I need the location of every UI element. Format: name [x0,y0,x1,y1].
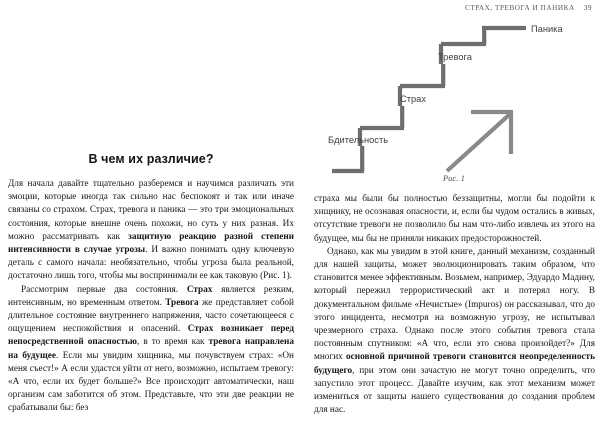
running-head [292,4,592,12]
text-run: Для начала давайте тщательно разберемся и научимся различать эти эмоции, которые иногда так сильно нас беспокоят и так или иначе связаны со страхом. Страх, тревога и паника — это три эмоциональных состояния, которые внешне очень похожи, но суть у них разная. Их можно рассматривать как [8,179,294,242]
figure-caption: Рис. 1 [442,174,466,183]
left-column [8,152,294,416]
figure-label-anxiety: Тревога [438,52,472,62]
text-run: является резким, интенсивным, но временным ответом. [8,284,294,308]
figure-label-fear: Страх [400,94,426,104]
text-run-bold: защитную реакцию разной степени интенсивности в случае угрозы [8,231,294,256]
page-number: 39 [583,4,592,12]
arrow-shaft [447,114,510,171]
text-run: , в то время как [136,337,209,348]
text-run: Однако, как мы увидим в этой книге, данный механизм, созданный для нашей защиты, может эволюционировать таким образом, что становится менее эффективным. Возьмем, например, Эдуардо Мадину, который пережил террористический акт и потерял ногу. В документальном фильме «Нечистые» (Impuros) он рассказывал, что до этого инцидента, несмотря на возможную угрозу, не испытывал чрезмерного страха. Однако после этого события тревога стала постоянным спутником: «А что, если это снова произойдет?» Для многих [314,246,595,363]
paragraph-fear-vs-anxiety [8,284,294,416]
text-run: , при этом они зачастую не могут точно определить, что запустило этот процесс. Давайте изучим, как этот механизм может измениться от защиты нашего существования до создания проблем для нас. [314,365,595,416]
figure-staircase-diagram [314,18,594,188]
text-run-bold: Тревога [165,297,199,308]
text-run: Рассмотрим первые два состояния. [21,284,187,295]
figure-label-panic: Паника [531,24,563,34]
text-run: . И важно понимать одну ключевую деталь с самого начала: необязательно, чтобы угроза была реальной, достаточно лишь того, чтобы мы воспринимали ее как таковую (Рис. 1). [8,245,295,282]
figure-label-vigilance: Бдительность [328,135,389,145]
text-run-bold: тревога направлена на будущее [8,337,294,361]
text-run: . Если мы увидим хищника, мы почувствуем страх: «Он меня съест!» А если удастся уйти от него, возможно, испытаем тревогу: «А что, если их будет больше?» Все происходит автоматически, наш организм сам заботится об этом. Представьте, что эти две реакции не срабатывали бы: без [8,350,294,414]
text-run-bold: Страх возникает перед непосредственной опасностью [8,324,295,348]
section-heading: В чем их различие? [88,152,214,166]
text-run-bold: Страх [186,284,213,295]
paragraph-difference-intro [8,178,294,284]
running-head-title: СТРАХ, ТРЕВОГА И ПАНИКА [464,4,575,12]
text-run: же представляет собой длительное состояние внутреннего напряжения, часто сочетающееся с ощущением неспокойствия и опасений. [8,297,294,335]
right-column [314,193,595,417]
text-run-bold: основной причиной тревоги становится неопределенность будущего [314,352,595,376]
paragraph-defenseless: страха мы были бы полностью беззащитны, могли бы подойти к хищнику, не осознавая опасности, и, если бы чудом остались в живых, отсутствие тревоги не позволило бы нам что-либо извлечь из этого на будущее, мы бы не приняли никаких предосторожностей. [314,194,595,244]
paragraph-mechanism-evolution [314,246,595,418]
